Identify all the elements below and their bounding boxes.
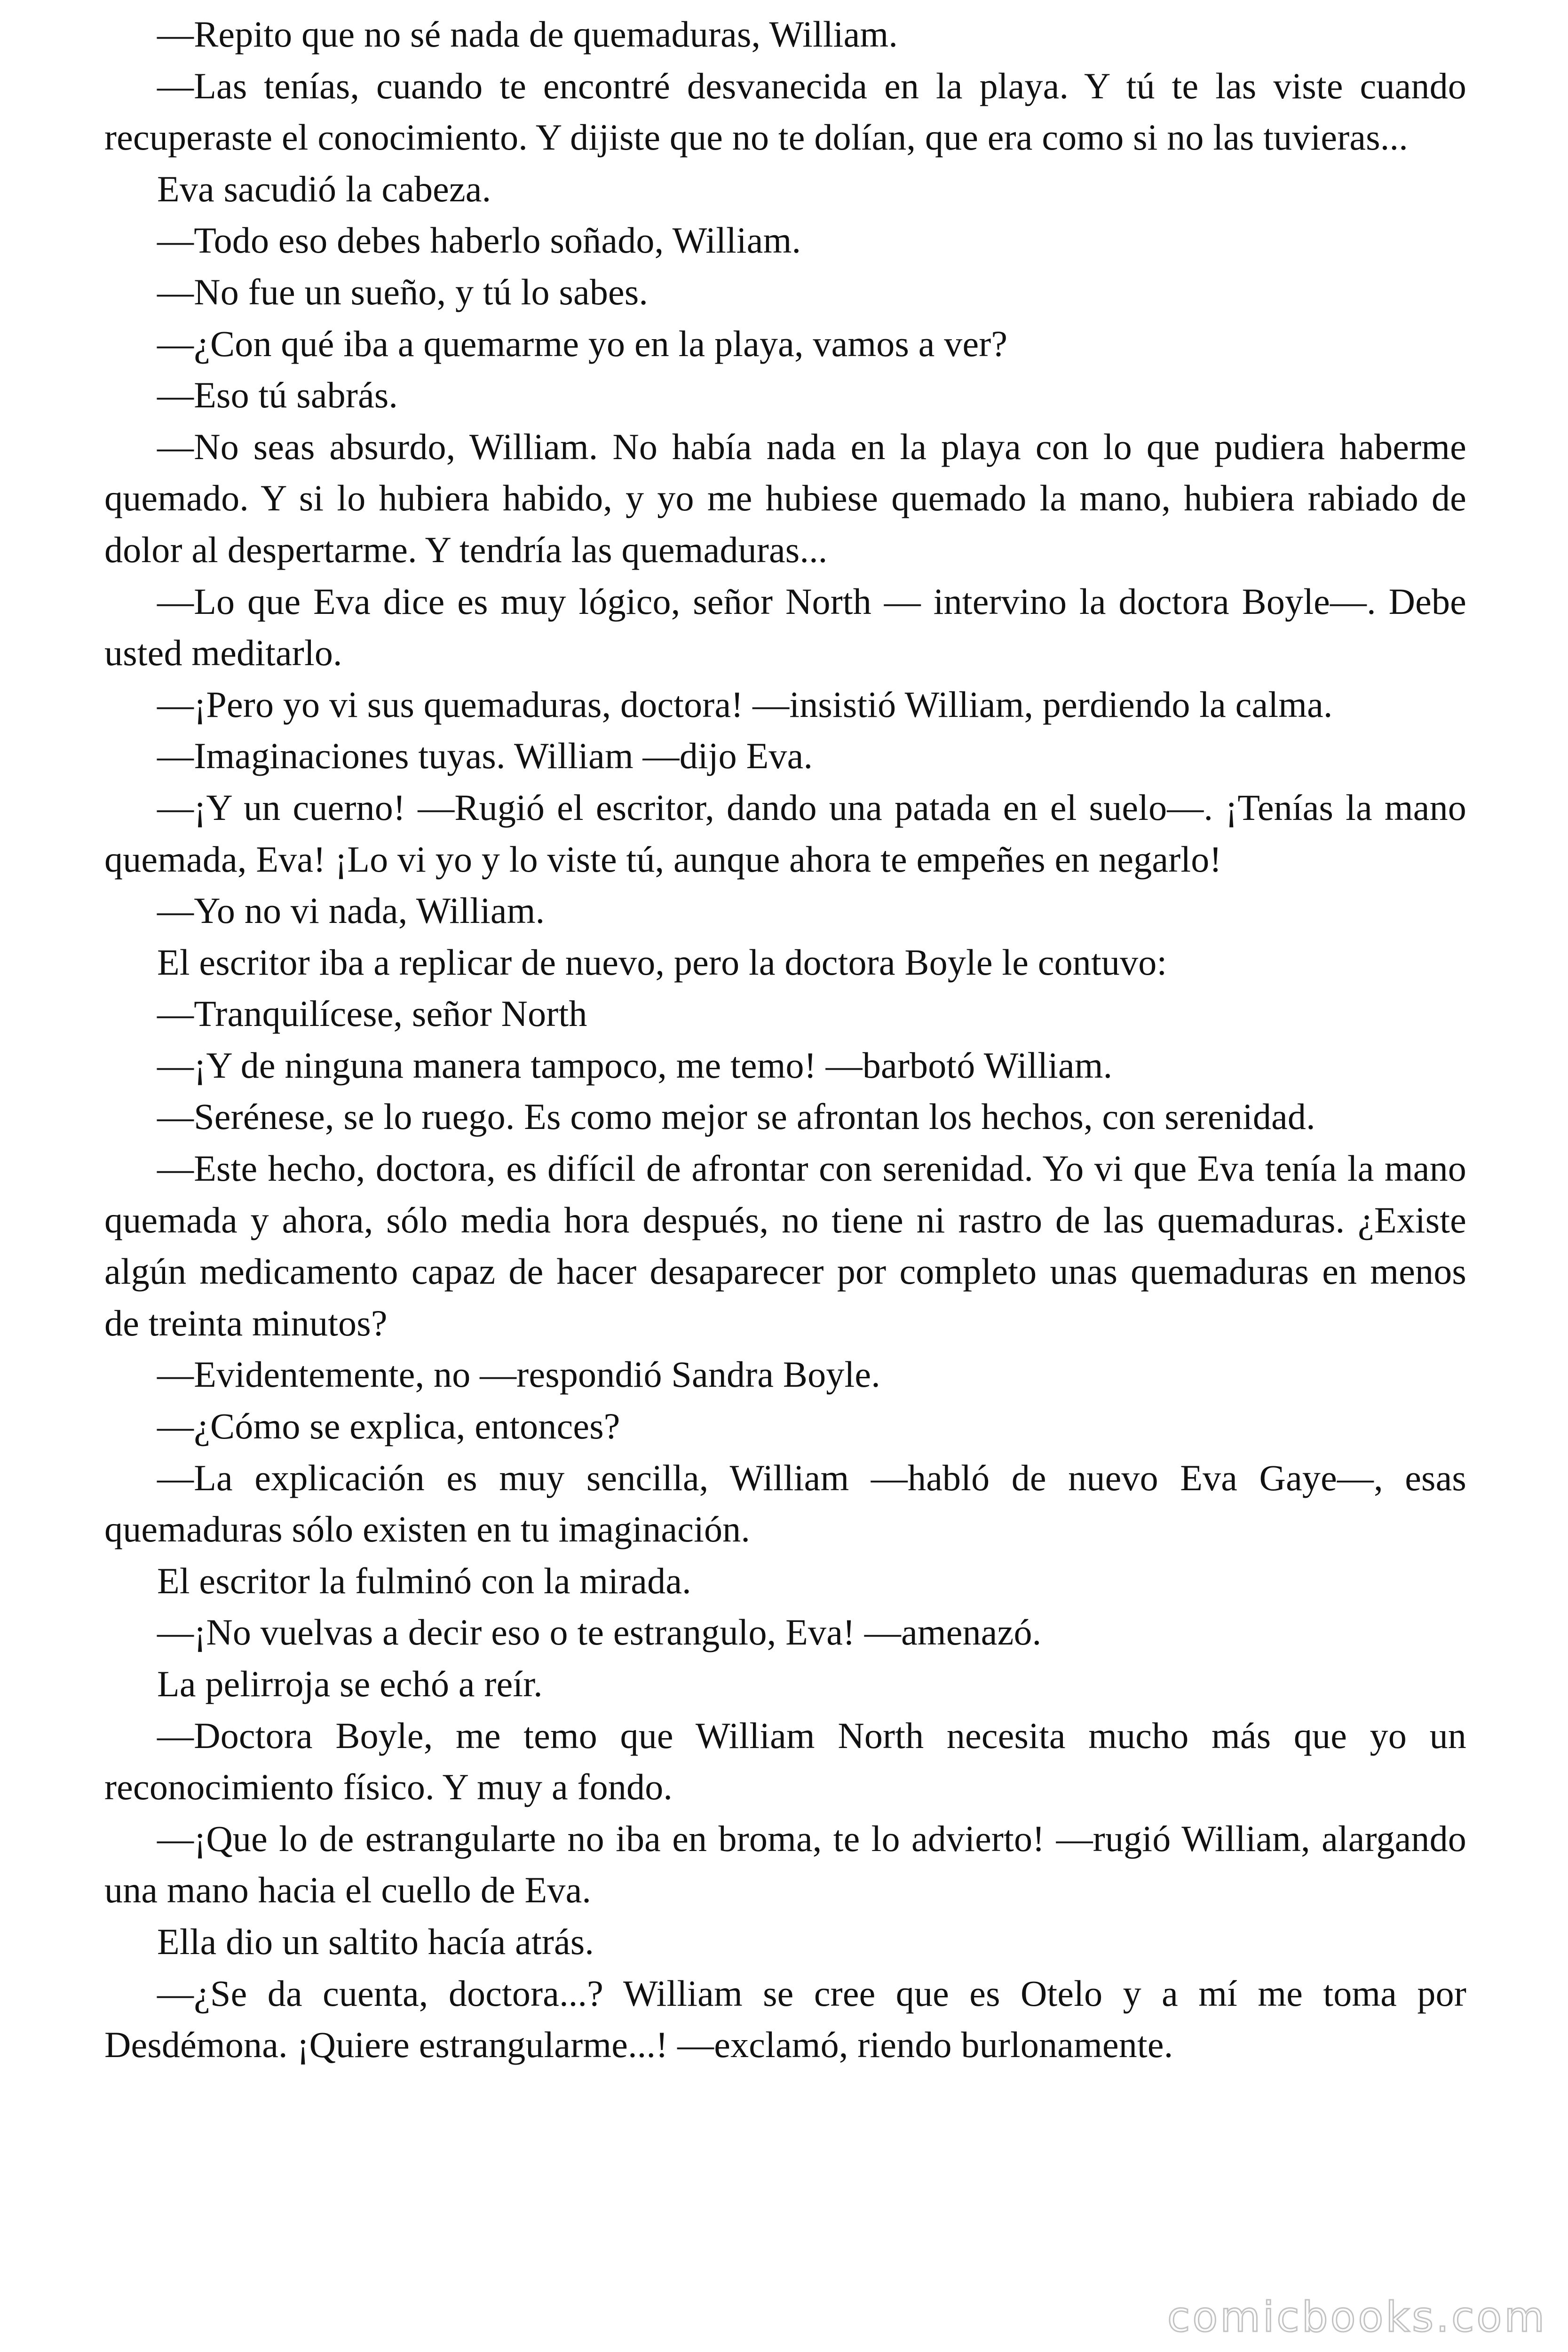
paragraph: El escritor la fulminó con la mirada. — [157, 1560, 691, 1601]
paragraph: —Repito que no sé nada de quemaduras, William. — [157, 14, 898, 55]
paragraph: —¡Pero yo vi sus quemaduras, doctora! —insistió William, perdiendo la calma. — [157, 683, 1333, 725]
paragraph: —¿Se da cuenta, doctora...? William se cree que es Otelo y a mí me toma por Desdémona. ¡Quiere estrangularme...! —exclamó, riendo burlonamente. — [104, 1972, 1466, 2066]
paragraph: —No seas absurdo, William. No había nada en la playa con lo que pudiera haberme quemado. Y si lo hubiera habido, y yo me hubiese quemado la mano, hubiera rabiado de dolor al despertarme. Y tendría las quemaduras... — [104, 426, 1466, 570]
paragraph: Ella dio un saltito hacía atrás. — [157, 1921, 594, 1962]
watermark-logo: comicbooks.com — [1167, 2293, 1547, 2341]
paragraph: La pelirroja se echó a reír. — [157, 1663, 543, 1704]
paragraph: —No fue un sueño, y tú lo sabes. — [157, 271, 649, 312]
paragraph: —Imaginaciones tuyas. William —dijo Eva. — [157, 735, 813, 777]
paragraph: —¿Cómo se explica, entonces? — [157, 1406, 620, 1447]
paragraph: —Evidentemente, no —respondió Sandra Boyle. — [157, 1354, 880, 1395]
paragraph: Eva sacudió la cabeza. — [157, 168, 491, 209]
paragraph: —Yo no vi nada, William. — [157, 890, 545, 931]
paragraph: —Doctora Boyle, me temo que William North necesita mucho más que yo un reconocimiento físico. Y muy a fondo. — [104, 1715, 1466, 1808]
paragraph: —¡Y de ninguna manera tampoco, me temo! —barbotó William. — [157, 1044, 1113, 1086]
paragraph: —Tranquilícese, señor North — [157, 993, 587, 1034]
paragraph: —Eso tú sabrás. — [157, 374, 398, 416]
body-text — [104, 8, 1466, 2071]
paragraph: —¡No vuelvas a decir eso o te estrangulo, Eva! —amenazó. — [157, 1612, 1042, 1653]
paragraph: —Lo que Eva dice es muy lógico, señor North — intervino la doctora Boyle—. Debe usted meditarlo. — [104, 580, 1466, 674]
paragraph: —Este hecho, doctora, es difícil de afrontar con serenidad. Yo vi que Eva tenía la mano quemada y ahora, sólo media hora después, no tiene ni rastro de las quemaduras. ¿Existe algún medicamento capaz de hacer desaparecer por completo unas quemaduras en menos de treinta minutos? — [104, 1148, 1466, 1343]
paragraph: —Todo eso debes haberlo soñado, William. — [157, 220, 801, 261]
paragraph: —Serénese, se lo ruego. Es como mejor se afrontan los hechos, con serenidad. — [157, 1096, 1315, 1137]
paragraph: —¿Con qué iba a quemarme yo en la playa, vamos a ver? — [157, 323, 1008, 364]
paragraph: —La explicación es muy sencilla, William —habló de nuevo Eva Gaye—, esas quemaduras sólo existen en tu imaginación. — [104, 1457, 1466, 1550]
paragraph: —¡Y un cuerno! —Rugió el escritor, dando una patada en el suelo—. ¡Tenías la mano quemada, Eva! ¡Lo vi yo y lo viste tú, aunque ahora te empeñes en negarlo! — [104, 787, 1466, 880]
paragraph: El escritor iba a replicar de nuevo, pero la doctora Boyle le contuvo: — [157, 941, 1167, 983]
paragraph: —¡Que lo de estrangularte no iba en broma, te lo advierto! —rugió William, alargando una mano hacia el cuello de Eva. — [104, 1818, 1466, 1911]
paragraph: —Las tenías, cuando te encontré desvanecida en la playa. Y tú te las viste cuando recuperaste el conocimiento. Y dijiste que no te dolían, que era como si no las tuvieras... — [104, 65, 1466, 158]
